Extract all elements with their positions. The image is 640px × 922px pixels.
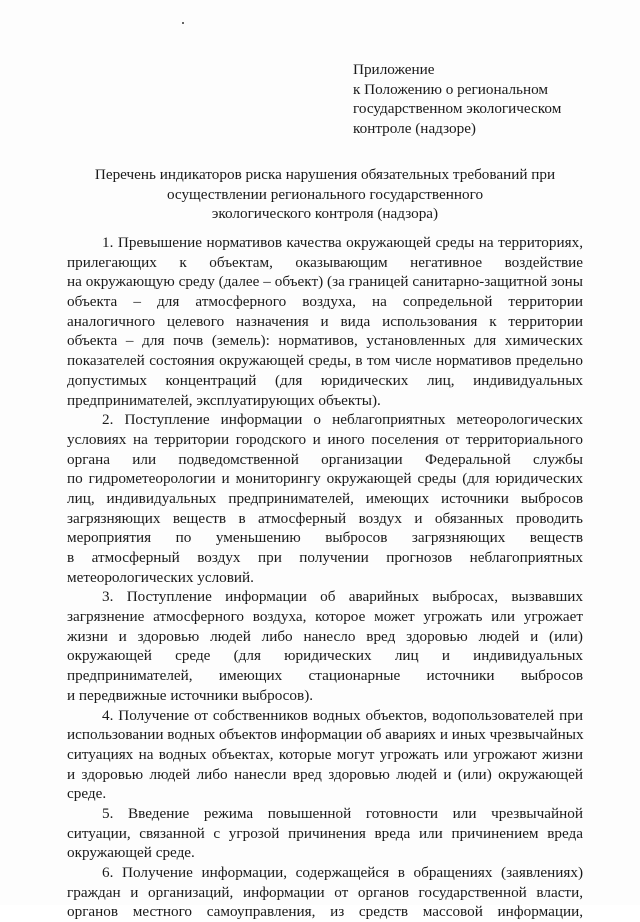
paragraph-line: жизни и здоровью людей либо нанесло вред здоровью людей и (или)	[67, 627, 583, 645]
paragraph-line: допустимых концентраций (для юридических лиц, индивидуальных	[67, 371, 583, 389]
paragraph-6	[67, 863, 583, 922]
paragraph-line: 5. Введение режима повышенной готовности или чрезвычайной	[102, 804, 583, 822]
paragraph-line: в атмосферный воздух при получении прогнозов неблагоприятных	[67, 549, 583, 566]
appendix-line: государственном экологическом	[353, 100, 562, 117]
paragraph-line: 6. Получение информации, содержащейся в обращениях (заявлениях)	[102, 864, 583, 881]
paragraph-line: лиц, индивидуальных предпринимателей, имеющих источники выбросов	[67, 489, 583, 507]
appendix-header	[353, 60, 593, 138]
paragraph-line: 3. Поступление информации об аварийных выбросах, вызвавших	[102, 588, 583, 606]
paragraph-4	[67, 706, 583, 804]
document-title	[60, 165, 590, 224]
paragraph-3	[67, 587, 583, 705]
paragraph-line: окружающей среде.	[67, 844, 195, 862]
paragraph-line: метеорологических условий.	[67, 568, 254, 586]
paragraph-line: загрязняющих веществ в атмосферный воздух и обязанных проводить	[67, 509, 583, 527]
paragraph-line: 2. Поступление информации о неблагоприятных метеорологических	[102, 411, 583, 429]
paragraph-1	[67, 233, 583, 410]
appendix-line: к Положению о региональном	[353, 80, 548, 98]
document-body	[67, 233, 583, 922]
paragraph-line: объекта – для почв (земель): нормативов, установленных для химических	[67, 332, 583, 350]
scan-speck	[182, 22, 184, 24]
paragraph-5	[67, 804, 583, 863]
paragraph-line: и передвижные источники выбросов).	[67, 686, 314, 704]
paragraph-line: аналогичного целевого назначения и вида использования к территории	[67, 312, 583, 330]
paragraph-line: 4. Получение от собственников водных объектов, водопользователей при	[102, 706, 583, 724]
paragraph-line: предпринимателей, эксплуатирующих объекты).	[67, 391, 381, 409]
paragraph-line: граждан и организаций, информации от органов государственной власти,	[67, 883, 583, 901]
paragraph-line: ситуациях на водных объектах, которые могут угрожать или угрожают жизни	[67, 745, 583, 763]
title-line: Перечень индикаторов риска нарушения обязательных требований при	[94, 166, 556, 183]
paragraph-line: объекта – для атмосферного воздуха, на сопредельной территории	[67, 293, 583, 311]
paragraph-line: мероприятия по уменьшению выбросов загрязняющих веществ	[67, 529, 583, 547]
paragraph-line: ситуации, связанной с угрозой причинения вреда или причинением вреда	[67, 824, 583, 842]
paragraph-2	[67, 410, 583, 587]
paragraph-line: предпринимателей, имеющих стационарные источники выбросов	[67, 667, 583, 685]
appendix-line: Приложение	[353, 61, 435, 78]
paragraph-line: условиях на территории городского и иного поселения от территориального	[67, 430, 583, 448]
paragraph-line: окружающей среде (для юридических лиц и индивидуальных	[67, 647, 583, 665]
title-line: экологического контроля (надзора)	[211, 205, 439, 222]
paragraph-line: 1. Превышение нормативов качества окружающей среды на территориях,	[102, 234, 583, 251]
paragraph-line: загрязнение атмосферного воздуха, которое может угрожать или угрожает	[67, 608, 583, 626]
paragraph-line: прилегающих к объектам, оказывающим негативное воздействие	[67, 253, 583, 271]
paragraph-line: органов местного самоуправления, из средств массовой информации,	[67, 903, 583, 921]
paragraph-line: на окружающую среду (далее – объект) (за границей санитарно-защитной зоны	[67, 273, 583, 291]
paragraph-line: использовании водных объектов информации об авариях и иных чрезвычайных	[67, 726, 584, 744]
appendix-line: контроле (надзоре)	[353, 119, 476, 137]
title-line: осуществлении регионального государственного	[166, 185, 484, 203]
paragraph-line: показателей состояния окружающей среды, в том числе нормативов предельно	[67, 352, 583, 370]
paragraph-line: среде.	[67, 785, 107, 803]
paragraph-line: и здоровью людей либо нанесли вред здоровью людей и (или) окружающей	[67, 765, 583, 783]
paragraph-line: органа или подведомственной организации Федеральной службы	[67, 450, 583, 468]
paragraph-line: по гидрометеорологии и мониторингу окружающей среды (для юридических	[67, 470, 583, 488]
